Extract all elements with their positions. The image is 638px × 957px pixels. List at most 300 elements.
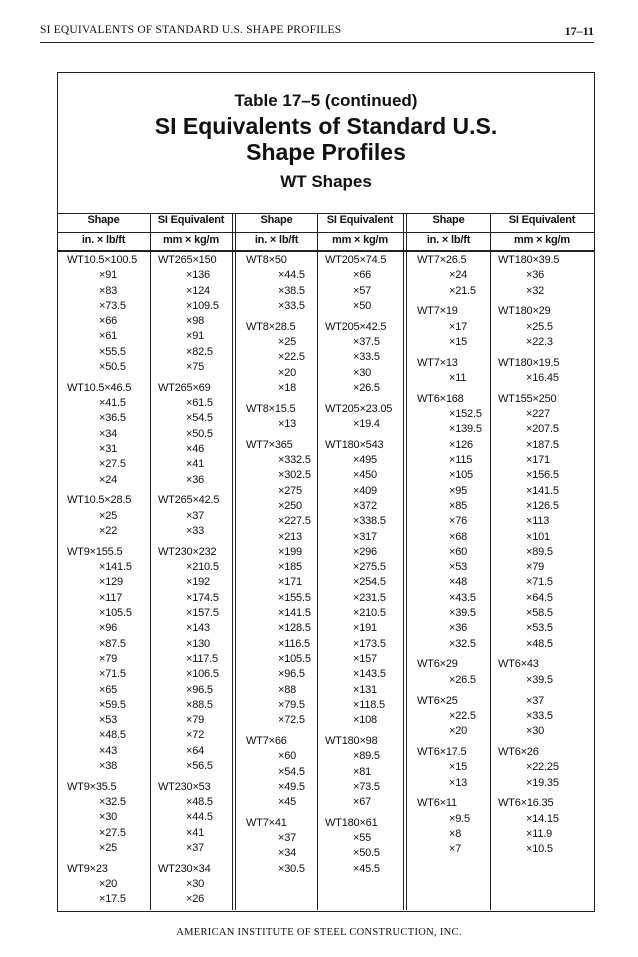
si-equivalent: ×37 bbox=[186, 841, 205, 854]
shape-designation: ×43 bbox=[99, 744, 118, 757]
table-row bbox=[407, 514, 594, 529]
shape-designation: ×31 bbox=[99, 443, 118, 456]
footer: AMERICAN INSTITUTE OF STEEL CONSTRUCTION, INC. bbox=[176, 927, 462, 938]
shape-designation: ×34 bbox=[278, 847, 297, 860]
si-equivalent: ×157.5 bbox=[186, 607, 219, 620]
shape-designation: ×22.5 bbox=[449, 709, 476, 722]
shape-designation: ×8 bbox=[449, 827, 462, 840]
shape-designation: ×24 bbox=[99, 473, 118, 486]
table-row bbox=[57, 591, 232, 606]
table-row bbox=[57, 744, 232, 759]
shape-designation: ×41.5 bbox=[99, 397, 126, 410]
table-row bbox=[407, 842, 594, 857]
si-equivalent: ×54.5 bbox=[186, 412, 213, 425]
shape-designation: ×33.5 bbox=[278, 299, 305, 312]
shape-designation: WT7×26.5 bbox=[417, 254, 467, 266]
si-equivalent: WT230×232 bbox=[158, 545, 217, 558]
table-row bbox=[236, 402, 403, 417]
shape-designation: ×250 bbox=[278, 499, 302, 512]
si-equivalent: ×131 bbox=[353, 683, 377, 696]
si-equivalent: ×67 bbox=[353, 796, 372, 809]
shape-designation: ×30.5 bbox=[278, 862, 305, 875]
si-equivalent: ×141.5 bbox=[526, 484, 559, 497]
si-equivalent: ×96.5 bbox=[186, 683, 213, 696]
table-row bbox=[236, 545, 403, 560]
shape-designation: ×60 bbox=[449, 545, 468, 558]
table-row bbox=[57, 575, 232, 590]
table-row bbox=[57, 493, 232, 508]
si-equivalent: ×227 bbox=[526, 408, 550, 421]
si-equivalent: ×30 bbox=[526, 725, 545, 738]
table-row bbox=[236, 606, 403, 621]
shape-designation: ×129 bbox=[99, 576, 123, 589]
table-row bbox=[407, 621, 594, 636]
table-row bbox=[57, 892, 232, 907]
table-row bbox=[407, 335, 594, 350]
shape-designation: ×96 bbox=[99, 622, 118, 635]
table-row bbox=[57, 345, 232, 360]
header-si-equivalent: SI Equivalent bbox=[326, 214, 394, 226]
shape-designation: ×36 bbox=[449, 622, 468, 635]
si-equivalent: WT180×29 bbox=[498, 305, 551, 318]
table-row bbox=[236, 591, 403, 606]
shape-designation: ×9.5 bbox=[449, 812, 470, 825]
shape-group bbox=[236, 402, 403, 433]
si-equivalent: ×19.4 bbox=[353, 417, 380, 430]
si-equivalent: ×98 bbox=[186, 315, 205, 328]
si-equivalent: ×19.35 bbox=[526, 776, 559, 789]
shape-designation: ×55.5 bbox=[99, 345, 126, 358]
shape-group bbox=[407, 356, 594, 387]
shape-group bbox=[407, 694, 594, 740]
table-row bbox=[407, 591, 594, 606]
shape-designation: ×27.5 bbox=[99, 826, 126, 839]
si-equivalent: ×89.5 bbox=[526, 545, 553, 558]
si-equivalent: ×79 bbox=[186, 714, 205, 727]
shape-designation: ×48.5 bbox=[99, 729, 126, 742]
shape-designation: ×49.5 bbox=[278, 780, 305, 793]
shape-designation: WT7×13 bbox=[417, 356, 458, 369]
shape-designation: ×15 bbox=[449, 335, 468, 348]
header-shape-units: in. × lb/ft bbox=[426, 234, 471, 246]
shape-group bbox=[236, 816, 403, 877]
table-row bbox=[57, 810, 232, 825]
si-equivalent: ×48.5 bbox=[526, 637, 553, 650]
si-equivalent: WT180×543 bbox=[325, 438, 384, 451]
table-row bbox=[236, 698, 403, 713]
si-equivalent: WT205×23.05 bbox=[325, 402, 393, 415]
shape-designation: ×116.5 bbox=[278, 637, 310, 650]
table-row bbox=[236, 350, 403, 365]
table-row bbox=[57, 268, 232, 283]
header-si-units: mm × kg/m bbox=[163, 234, 219, 246]
table-row bbox=[407, 320, 594, 335]
header-shape-units: in. × lb/ft bbox=[81, 234, 126, 246]
si-equivalent: ×118.5 bbox=[353, 698, 385, 711]
shape-designation: ×83 bbox=[99, 284, 118, 297]
si-equivalent: ×338.5 bbox=[353, 515, 386, 528]
shape-group bbox=[407, 796, 594, 857]
table-row bbox=[57, 667, 232, 682]
table-row bbox=[407, 304, 594, 319]
si-equivalent: ×33 bbox=[186, 525, 205, 538]
table-row bbox=[57, 314, 232, 329]
si-equivalent: ×11.9 bbox=[526, 827, 553, 840]
table-row bbox=[407, 484, 594, 499]
si-equivalent: ×50.5 bbox=[353, 847, 380, 860]
table-row bbox=[57, 360, 232, 375]
si-equivalent: ×45.5 bbox=[353, 862, 380, 875]
shape-designation: ×20 bbox=[449, 725, 468, 738]
shape-designation: ×13 bbox=[278, 417, 297, 430]
si-equivalent: WT205×42.5 bbox=[325, 320, 387, 333]
header-rule bbox=[40, 42, 594, 43]
si-equivalent: ×174.5 bbox=[186, 591, 219, 604]
shape-designation: WT6×11 bbox=[417, 797, 457, 810]
shape-designation: ×43.5 bbox=[449, 591, 476, 604]
table-row bbox=[407, 745, 594, 760]
si-equivalent: WT230×53 bbox=[158, 780, 211, 793]
si-equivalent: ×37.5 bbox=[353, 335, 380, 348]
si-equivalent: ×75 bbox=[186, 361, 205, 374]
table-row bbox=[236, 816, 403, 831]
table-row bbox=[57, 713, 232, 728]
header-shape: Shape bbox=[87, 214, 120, 226]
shape-designation: ×105.5 bbox=[278, 652, 311, 665]
table-row bbox=[407, 760, 594, 775]
shape-designation: WT10.5×46.5 bbox=[67, 381, 132, 394]
table-row bbox=[57, 560, 232, 575]
table-row bbox=[57, 759, 232, 774]
shape-group bbox=[57, 493, 232, 539]
si-equivalent: WT265×42.5 bbox=[158, 494, 220, 507]
shape-designation: WT6×168 bbox=[417, 392, 464, 405]
shape-group bbox=[236, 438, 403, 729]
shape-designation: ×275 bbox=[278, 484, 302, 497]
si-equivalent: ×46 bbox=[186, 443, 205, 456]
table-row bbox=[407, 545, 594, 560]
table-row bbox=[57, 299, 232, 314]
si-equivalent: ×48.5 bbox=[186, 796, 213, 809]
si-equivalent: WT6×26 bbox=[498, 745, 539, 758]
shape-designation: ×76 bbox=[449, 515, 468, 528]
si-equivalent: ×113 bbox=[526, 515, 550, 528]
shape-group bbox=[57, 862, 232, 908]
table-row bbox=[407, 724, 594, 739]
si-equivalent: ×143.5 bbox=[353, 668, 386, 681]
header-shape-units: in. × lb/ft bbox=[254, 234, 299, 246]
table-row bbox=[236, 667, 403, 682]
page-number: 17–11 bbox=[564, 24, 594, 38]
shape-designation: ×48 bbox=[449, 576, 468, 589]
shape-designation: ×20 bbox=[99, 878, 118, 891]
shape-designation: WT8×15.5 bbox=[246, 402, 296, 415]
shape-designation: WT10.5×100.5 bbox=[67, 254, 138, 266]
table-row bbox=[236, 268, 403, 283]
shape-designation: ×66 bbox=[99, 315, 118, 328]
table-row bbox=[57, 329, 232, 344]
si-equivalent: ×53.5 bbox=[526, 622, 553, 635]
shape-group bbox=[407, 253, 594, 299]
table-row bbox=[57, 524, 232, 539]
si-equivalent: WT265×69 bbox=[158, 381, 211, 394]
si-equivalent: ×130 bbox=[186, 637, 210, 650]
si-equivalent: ×30 bbox=[353, 366, 372, 379]
si-equivalent: ×56.5 bbox=[186, 760, 213, 772]
table-subtitle: WT Shapes bbox=[280, 172, 372, 191]
table-row bbox=[407, 812, 594, 827]
si-equivalent: ×73.5 bbox=[353, 780, 380, 793]
shape-designation: ×37 bbox=[278, 832, 297, 845]
si-equivalent: ×207.5 bbox=[526, 423, 559, 436]
shape-designation: WT6×25 bbox=[417, 694, 458, 707]
running-head: SI EQUIVALENTS OF STANDARD U.S. SHAPE PROFILES bbox=[40, 24, 342, 36]
header-shape: Shape bbox=[260, 214, 293, 226]
si-equivalent: ×10.5 bbox=[526, 843, 553, 856]
shape-group bbox=[236, 734, 403, 810]
table-row bbox=[236, 284, 403, 299]
si-equivalent: ×109.5 bbox=[186, 299, 219, 312]
table-row bbox=[236, 453, 403, 468]
shape-designation: ×79 bbox=[99, 652, 118, 665]
table-row bbox=[407, 371, 594, 386]
table-row bbox=[236, 734, 403, 749]
si-equivalent: ×26.5 bbox=[353, 381, 380, 394]
table-row bbox=[57, 683, 232, 698]
si-equivalent: ×30 bbox=[186, 878, 205, 891]
shape-designation: ×79.5 bbox=[278, 698, 305, 711]
shape-designation: ×36.5 bbox=[99, 412, 126, 425]
table-row bbox=[236, 621, 403, 636]
table-row bbox=[236, 335, 403, 350]
shape-designation: ×141.5 bbox=[278, 607, 311, 620]
header-si-units: mm × kg/m bbox=[332, 234, 388, 246]
table-row bbox=[407, 827, 594, 842]
si-equivalent: ×372 bbox=[353, 499, 377, 512]
table-row bbox=[57, 457, 232, 472]
shape-designation: ×54.5 bbox=[278, 765, 305, 778]
table-row bbox=[236, 253, 403, 268]
table-title-line2: Shape Profiles bbox=[246, 139, 406, 165]
si-equivalent: ×57 bbox=[353, 284, 372, 297]
table-row bbox=[236, 438, 403, 453]
table-row bbox=[57, 621, 232, 636]
shape-designation: ×213 bbox=[278, 530, 302, 543]
si-equivalent: ×32 bbox=[526, 284, 545, 297]
shape-designation: ×105.5 bbox=[99, 607, 132, 620]
table-row bbox=[407, 453, 594, 468]
si-equivalent: ×26 bbox=[186, 893, 205, 906]
shape-designation: ×59.5 bbox=[99, 698, 126, 711]
si-equivalent: ×39.5 bbox=[526, 673, 553, 686]
shape-designation: WT6×29 bbox=[417, 658, 458, 671]
table-label: Table 17–5 (continued) bbox=[234, 91, 418, 110]
si-equivalent: ×14.15 bbox=[526, 812, 559, 825]
shape-designation: ×139.5 bbox=[449, 423, 482, 436]
shape-designation: ×21.5 bbox=[449, 284, 476, 297]
shape-designation: ×26.5 bbox=[449, 673, 476, 686]
si-equivalent: ×79 bbox=[526, 561, 545, 574]
table-row bbox=[236, 637, 403, 652]
shape-group bbox=[57, 780, 232, 856]
shape-designation: ×95 bbox=[449, 484, 468, 497]
table-row bbox=[57, 728, 232, 743]
si-equivalent: ×41 bbox=[186, 826, 205, 839]
si-equivalent: WT180×19.5 bbox=[498, 356, 560, 369]
table-row bbox=[57, 411, 232, 426]
si-equivalent: ×187.5 bbox=[526, 438, 559, 451]
table-row bbox=[407, 422, 594, 437]
si-equivalent: ×409 bbox=[353, 484, 377, 497]
table-row bbox=[236, 749, 403, 764]
si-equivalent: ×81 bbox=[353, 765, 372, 778]
shape-designation: ×53 bbox=[449, 561, 468, 574]
shape-designation: ×60 bbox=[278, 750, 297, 763]
si-equivalent: WT6×43 bbox=[498, 658, 539, 671]
shape-column-pair bbox=[236, 253, 403, 883]
si-equivalent: WT180×61 bbox=[325, 816, 378, 829]
si-equivalent: ×450 bbox=[353, 469, 377, 482]
shape-designation: ×171 bbox=[278, 576, 302, 589]
shape-group bbox=[57, 253, 232, 375]
shape-designation: ×17.5 bbox=[99, 893, 126, 906]
table-row bbox=[407, 468, 594, 483]
shape-designation: ×87.5 bbox=[99, 637, 126, 650]
table-row bbox=[236, 320, 403, 335]
table-title bbox=[57, 113, 595, 165]
table-row bbox=[407, 606, 594, 621]
si-equivalent: ×126.5 bbox=[526, 499, 559, 512]
shape-group bbox=[407, 304, 594, 350]
shape-designation: ×11 bbox=[449, 372, 467, 385]
shape-designation: ×185 bbox=[278, 561, 302, 574]
table-row bbox=[236, 652, 403, 667]
table-row bbox=[236, 713, 403, 728]
table-row bbox=[236, 575, 403, 590]
shape-designation: WT7×365 bbox=[246, 438, 293, 451]
table-row bbox=[57, 698, 232, 713]
shape-designation: ×20 bbox=[278, 366, 297, 379]
shape-designation: ×105 bbox=[449, 469, 473, 482]
table-row bbox=[57, 841, 232, 856]
table-row bbox=[407, 530, 594, 545]
si-equivalent: ×22.3 bbox=[526, 335, 553, 348]
si-equivalent: ×143 bbox=[186, 622, 210, 635]
table-row bbox=[236, 862, 403, 877]
si-equivalent: ×156.5 bbox=[526, 469, 559, 482]
si-equivalent: WT265×150 bbox=[158, 254, 217, 266]
table-row bbox=[236, 499, 403, 514]
table-row bbox=[407, 560, 594, 575]
header-si-units: mm × kg/m bbox=[514, 234, 570, 246]
si-equivalent: ×82.5 bbox=[186, 345, 213, 358]
shape-designation: ×34 bbox=[99, 427, 118, 440]
si-equivalent: ×37 bbox=[186, 509, 205, 522]
si-equivalent: ×317 bbox=[353, 530, 377, 543]
shape-designation: WT7×19 bbox=[417, 305, 458, 318]
shape-designation: ×50.5 bbox=[99, 361, 126, 374]
shape-designation: ×13 bbox=[449, 776, 468, 789]
table-title-line1: SI Equivalents of Standard U.S. bbox=[154, 113, 498, 139]
shape-designation: ×73.5 bbox=[99, 299, 126, 312]
table-row bbox=[57, 862, 232, 877]
table-row bbox=[407, 499, 594, 514]
si-equivalent: ×61.5 bbox=[186, 397, 213, 410]
si-equivalent: ×296 bbox=[353, 545, 377, 558]
shape-designation: ×22.5 bbox=[278, 351, 305, 364]
header-si-equivalent: SI Equivalent bbox=[157, 214, 225, 226]
si-equivalent: ×44.5 bbox=[186, 811, 213, 824]
shape-designation: ×61 bbox=[99, 330, 118, 343]
si-equivalent: ×50.5 bbox=[186, 427, 213, 440]
si-equivalent: ×33.5 bbox=[353, 351, 380, 364]
shape-group bbox=[407, 392, 594, 652]
table-row bbox=[57, 396, 232, 411]
si-equivalent: ×37 bbox=[526, 694, 545, 707]
shape-designation: WT7×41 bbox=[246, 816, 287, 829]
shape-designation: WT9×35.5 bbox=[67, 780, 117, 793]
si-equivalent: ×191 bbox=[353, 622, 377, 635]
shape-designation: ×155.5 bbox=[278, 591, 311, 604]
shape-column-pair bbox=[407, 253, 594, 863]
si-equivalent: ×157 bbox=[353, 652, 377, 665]
table-row bbox=[57, 473, 232, 488]
shape-designation: ×25 bbox=[278, 335, 297, 348]
si-equivalent: ×66 bbox=[353, 269, 372, 282]
si-equivalent: ×16.45 bbox=[526, 372, 559, 385]
shape-designation: ×96.5 bbox=[278, 668, 305, 681]
table-row bbox=[236, 468, 403, 483]
si-equivalent: ×136 bbox=[186, 269, 210, 282]
si-equivalent: ×171 bbox=[526, 454, 550, 467]
table-row bbox=[57, 795, 232, 810]
header-bottom-rule bbox=[57, 250, 595, 252]
table-row bbox=[57, 606, 232, 621]
si-equivalent: ×91 bbox=[186, 330, 205, 343]
table-row bbox=[236, 831, 403, 846]
si-equivalent: ×71.5 bbox=[526, 576, 553, 589]
table-row bbox=[407, 438, 594, 453]
shape-group bbox=[407, 657, 594, 688]
shape-designation: WT7×66 bbox=[246, 734, 287, 747]
si-equivalent: ×64.5 bbox=[526, 591, 553, 604]
shape-designation: ×71.5 bbox=[99, 668, 126, 681]
shape-column-pair bbox=[57, 253, 232, 913]
si-equivalent: ×101 bbox=[526, 530, 550, 543]
shape-designation: WT8×50 bbox=[246, 254, 287, 266]
si-equivalent: WT180×98 bbox=[325, 734, 378, 747]
shape-designation: ×7 bbox=[449, 843, 462, 856]
shape-group bbox=[57, 381, 232, 488]
shape-designation: ×24 bbox=[449, 269, 468, 282]
shape-designation: ×18 bbox=[278, 381, 297, 394]
shape-designation: ×128.5 bbox=[278, 622, 311, 635]
si-equivalent: ×55 bbox=[353, 832, 372, 845]
table-row bbox=[407, 268, 594, 283]
shape-designation: ×17 bbox=[449, 320, 468, 333]
shape-designation: ×22 bbox=[99, 525, 118, 538]
si-equivalent: ×254.5 bbox=[353, 576, 386, 589]
si-equivalent: ×41 bbox=[186, 458, 205, 471]
table-row bbox=[407, 637, 594, 652]
table-row bbox=[57, 652, 232, 667]
shape-designation: ×25 bbox=[99, 509, 118, 522]
si-equivalent: WT205×74.5 bbox=[325, 254, 387, 266]
shape-designation: WT10.5×28.5 bbox=[67, 494, 132, 507]
shape-designation: ×117 bbox=[99, 591, 123, 604]
shape-designation: ×44.5 bbox=[278, 269, 305, 282]
shape-designation: ×227.5 bbox=[278, 515, 311, 528]
